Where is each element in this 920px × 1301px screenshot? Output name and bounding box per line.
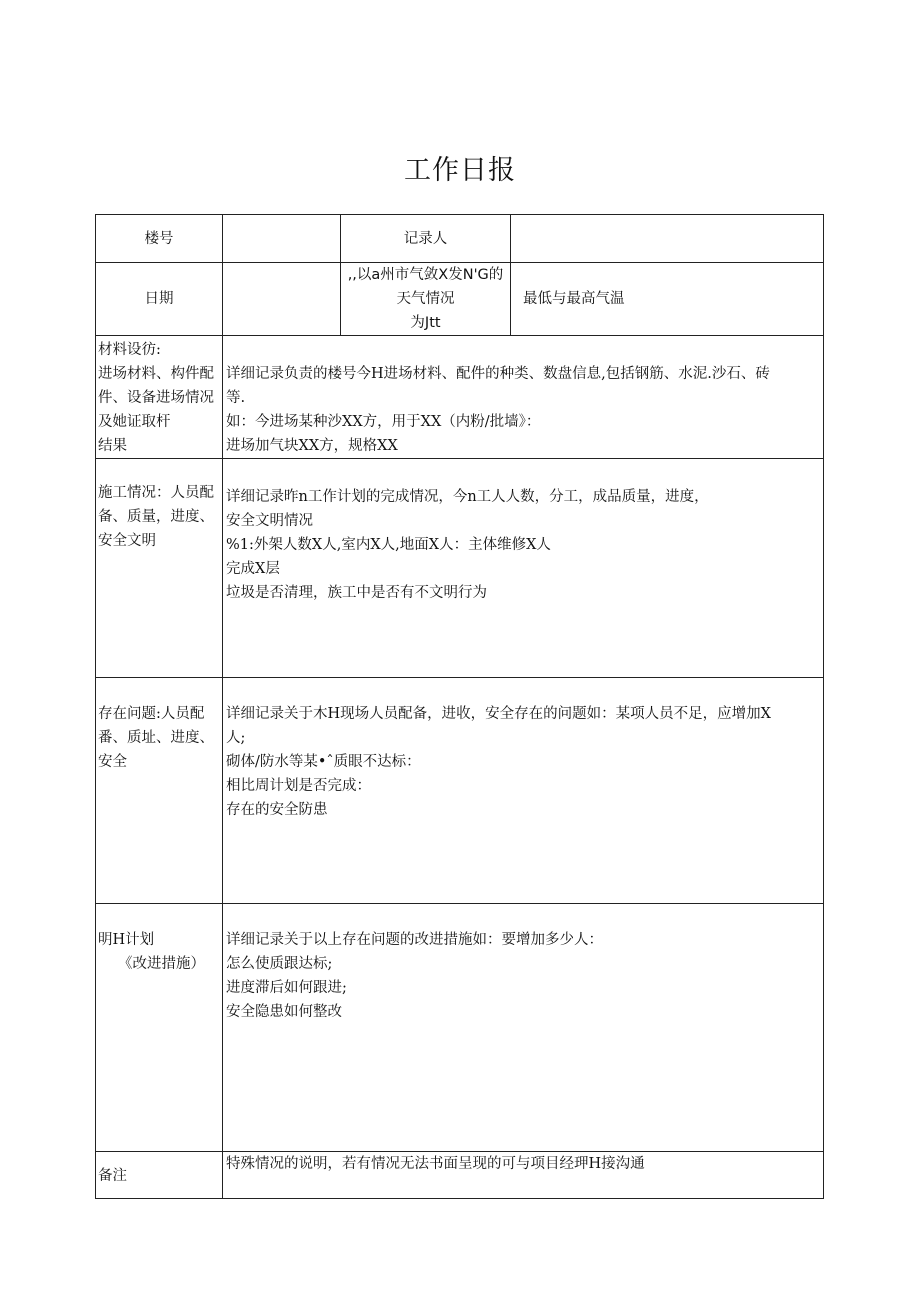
label-line: 备注 — [98, 1168, 127, 1184]
content-line: 详细记录昨n工作计划的完成情况，今n工人人数，分工，成品质量，进度， — [226, 489, 709, 505]
section-construction-row — [96, 459, 824, 678]
content-line: 进场加气块XX方，规格XX — [226, 438, 398, 454]
building-value-field[interactable] — [223, 215, 341, 263]
section-label — [96, 904, 223, 1152]
section-issues-row — [96, 678, 824, 904]
weather-line-1: ,,以a州市气敛X发N'G的天气情况 — [347, 267, 504, 307]
content-line: 特殊情况的说明，若有情况无法书面呈现的可与项目经玾H接沟通 — [226, 1156, 645, 1172]
section-content[interactable] — [223, 459, 824, 678]
date-label: 日期 — [96, 263, 223, 336]
content-line: 详细记录关于以上存在问题的改进措施如：要增加多少人： — [226, 932, 603, 948]
label-line: 施工情况：人员配 — [98, 485, 214, 501]
content-line: 安全文明情况 — [226, 513, 313, 529]
label-line: 安全 — [98, 754, 127, 770]
weather-cell — [341, 263, 511, 336]
header-row-2 — [96, 263, 824, 336]
section-materials-row — [96, 336, 824, 459]
content-line: 等. — [226, 390, 246, 406]
section-label — [96, 459, 223, 678]
label-line: 结果 — [98, 438, 127, 454]
content-line: 垃圾是否清理，族工中是否有不文明行为 — [226, 585, 487, 601]
content-line: %1:外架人数X人,室内X人,地面X人：主体维修X人 — [226, 537, 551, 553]
section-content[interactable] — [223, 678, 824, 904]
label-line: 及她证取杆 — [98, 414, 171, 430]
label-line: 材料设彷: — [98, 342, 161, 358]
section-plan-row — [96, 904, 824, 1152]
content-line: 详细记录负责的楼号今H进场材料、配件的种类、数盘信息,包括钢筋、水泥.沙石、砖 — [226, 366, 770, 382]
content-line: 如：今进场某种沙XX方，用于XX（内粉/批墙》： — [226, 414, 541, 430]
section-content[interactable] — [223, 336, 824, 459]
section-label — [96, 336, 223, 459]
label-line: 存在问题:人员配 — [98, 706, 205, 722]
label-line: 明H计划 — [98, 932, 155, 948]
content-line: 进度滞后如何跟进; — [226, 980, 347, 996]
recorder-value-field[interactable] — [511, 215, 824, 263]
content-line: 人; — [226, 730, 246, 746]
building-label: 楼号 — [96, 215, 223, 263]
label-line: 番、质址、进度、 — [98, 730, 214, 746]
label-line: 《改进措施） — [118, 956, 205, 972]
label-line: 安全文明 — [98, 533, 156, 549]
section-label — [96, 1152, 223, 1199]
recorder-label: 记录人 — [341, 215, 511, 263]
content-line: 怎么使质跟达标; — [226, 956, 333, 972]
label-line: 进场材料、构件配 — [98, 366, 214, 382]
temperature-label: 最低与最高气温 — [511, 263, 824, 336]
content-line: 安全隐患如何整改 — [226, 1004, 342, 1020]
page-title: 工作日报 — [404, 155, 516, 186]
content-line: 相比周计划是否完成： — [226, 778, 371, 794]
header-row-1 — [96, 215, 824, 263]
content-line: 砌体/防水等某•ˆ质眼不达标： — [226, 754, 421, 770]
section-content[interactable] — [223, 1152, 824, 1199]
section-remarks-row — [96, 1152, 824, 1199]
daily-report-table — [95, 214, 824, 1199]
content-line: 详细记录关于木H现场人员配备，进收，安全存在的问题如：某项人员不足，应增加X — [226, 706, 771, 722]
date-value-field[interactable] — [223, 263, 341, 336]
content-line: 完成X层 — [226, 561, 280, 577]
content-line: 存在的安全防患 — [226, 802, 328, 818]
weather-line-2: 为Jtt — [410, 315, 441, 331]
section-content[interactable] — [223, 904, 824, 1152]
section-label — [96, 678, 223, 904]
label-line: 备、质量，进度、 — [98, 509, 214, 525]
label-line: 件、设备进场情况 — [98, 390, 214, 406]
